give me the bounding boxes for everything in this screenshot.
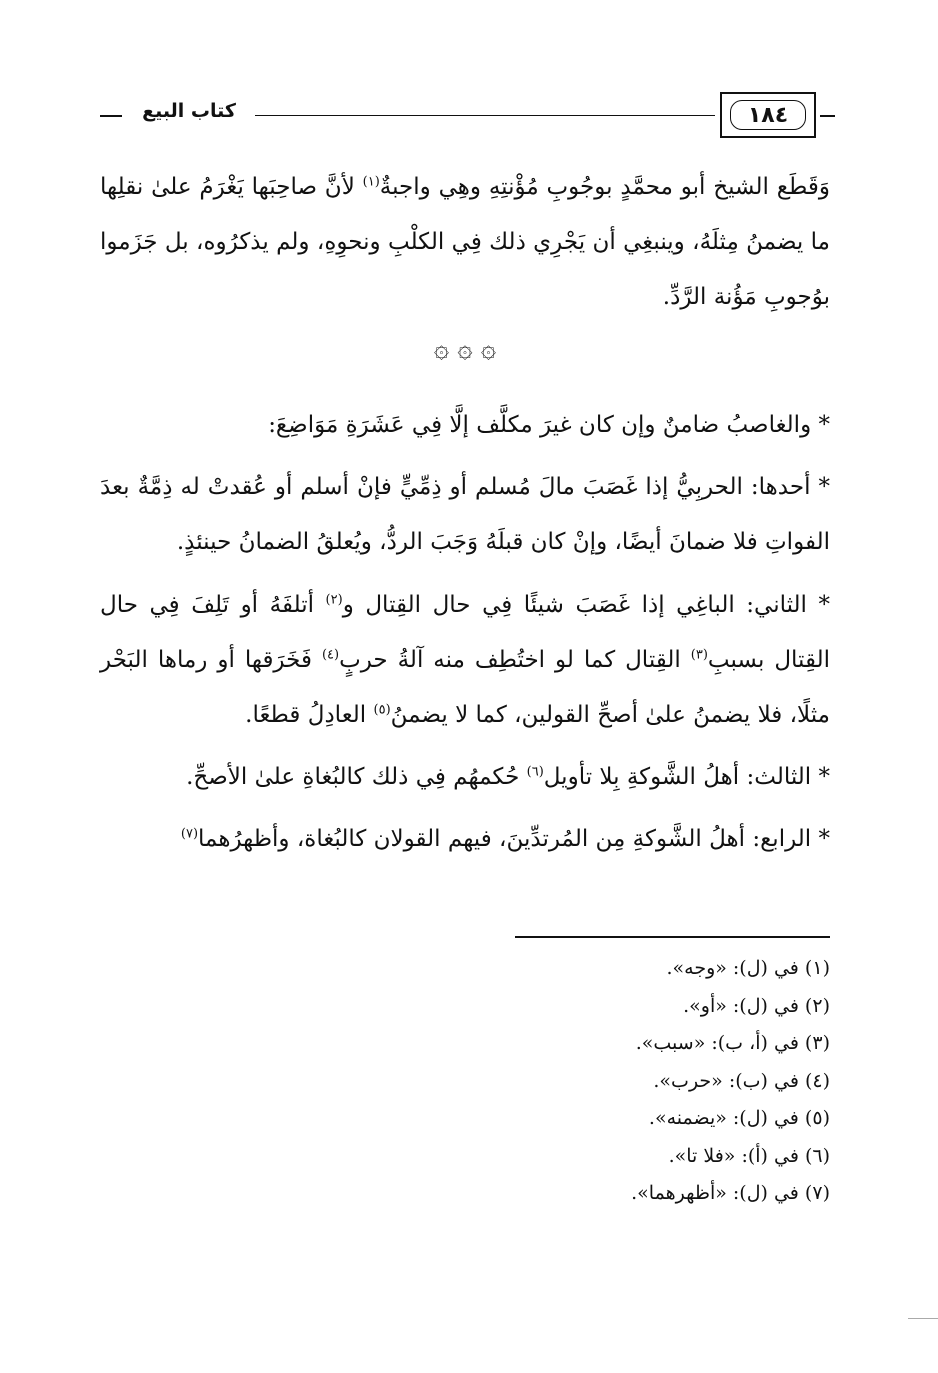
p4-text-a: * الثالث: أهلُ الشَّوكةِ بِلا تأويل xyxy=(543,764,830,790)
header-rule-middle xyxy=(255,115,715,116)
footnote-item: (١) في (ل): «وجه». xyxy=(666,957,830,979)
p4-text-b: حُكمهُم فِي ذلك كالبُغاةِ علىٰ الأصحِّ. xyxy=(186,764,527,790)
footnote-ref-1: (١) xyxy=(362,174,380,190)
p3-text-c: القِتال كما لو اختُطِف منه آلةُ حربٍ xyxy=(339,647,691,673)
footnotes-list xyxy=(100,950,830,1213)
footnote-item: (٤) في (ب): «حرب». xyxy=(653,1069,830,1092)
intro-text-2: لأنَّ صاحِبَها يَغْرَمُ علىٰ نقلِها ما يضمنُ مِثلَهُ، وينبغِي أن يَجْرِي ذلك فِي الكلْبِ ونحوِهِ، ولم يذكرُوه، بل جَزَموا بوُجوبِ مَؤُنة الرَّدِّ. xyxy=(100,174,830,310)
p5-text-a: * الرابع: أهلُ الشَّوكةِ مِن المُرتدِّينَ، فيهم القولان كالبُغاة، وأظهرُهما xyxy=(198,826,830,852)
footnote-item: (٣) في (أ، ب): «سبب». xyxy=(635,1032,830,1054)
p3-text-a: * الثاني: الباغِي إذا غَصَبَ شيئًا فِي حال القِتال و xyxy=(342,592,830,618)
footnote-ref-2: (٢) xyxy=(325,592,343,608)
header-rule-right xyxy=(820,115,835,117)
footnote-item: (٥) في (ل): «يضمنه». xyxy=(648,1107,830,1129)
paragraph-third-case xyxy=(100,750,830,805)
paragraph-heading-ten-places: * والغاصبُ ضامنٌ وإن كان غيرَ مكلَّف إلَّا فِي عَشَرَةِ مَوَاضِعَ: xyxy=(268,412,830,438)
header-rule-left xyxy=(100,115,122,117)
scan-edge-mark xyxy=(908,1318,938,1319)
p3-text-b: أتلفَهُ أو تَلِفَ فِي حال القِتال بسببِ xyxy=(100,592,831,673)
p3-text-d: فَخَرَقها أو رماها البَحْر مثلًا، فلا يضمنُ علىٰ أصحِّ القولين، كما لا يضمنُ xyxy=(100,647,830,728)
footnote-ref-3: (٣) xyxy=(690,647,708,663)
paragraph-second-case xyxy=(100,578,830,743)
page-number: ١٨٤ xyxy=(730,100,806,130)
paragraph-fourth-case xyxy=(100,812,830,867)
footnote-item: (٦) في (أ): «فلا تا». xyxy=(668,1144,830,1167)
p3-text-e: العادِلُ قطعًا. xyxy=(245,702,374,728)
intro-text-1: وَقَطَع الشيخ أبو محمَّدٍ بوجُوبِ مُؤْنتِهِ وهِي واجبةٌ xyxy=(379,174,830,200)
footnote-item: (٢) في (ل): «أو». xyxy=(683,994,830,1017)
page-number-frame xyxy=(720,92,816,138)
footnote-separator xyxy=(515,936,830,938)
footnote-ref-7: (٧) xyxy=(180,826,199,842)
page-header xyxy=(100,90,835,142)
footnote-ref-5: (٥) xyxy=(373,702,391,718)
section-ornament: ۞ ۞ ۞ xyxy=(433,334,497,364)
paragraph-first-case: * أحدها: الحربِيُّ إذا غَصَبَ مالَ مُسلم أو ذِمِّيٍّ فإنْ أسلم أو عُقدتْ له ذِمَّةٌ بعدَ الفواتِ فلا ضمانَ أيضًا، وإنْ كان قبلَهُ وَجَبَ الردُّ، ويُعلقُ الضمانُ حينئذٍ. xyxy=(100,474,830,555)
footnote-ref-6: (٦) xyxy=(526,764,544,780)
running-title: كتاب البيع xyxy=(142,100,236,122)
footnote-item: (٧) في (ل): «أظهرهما». xyxy=(631,1182,830,1204)
footnote-ref-4: (٤) xyxy=(321,647,340,663)
intro-paragraph xyxy=(100,160,830,325)
